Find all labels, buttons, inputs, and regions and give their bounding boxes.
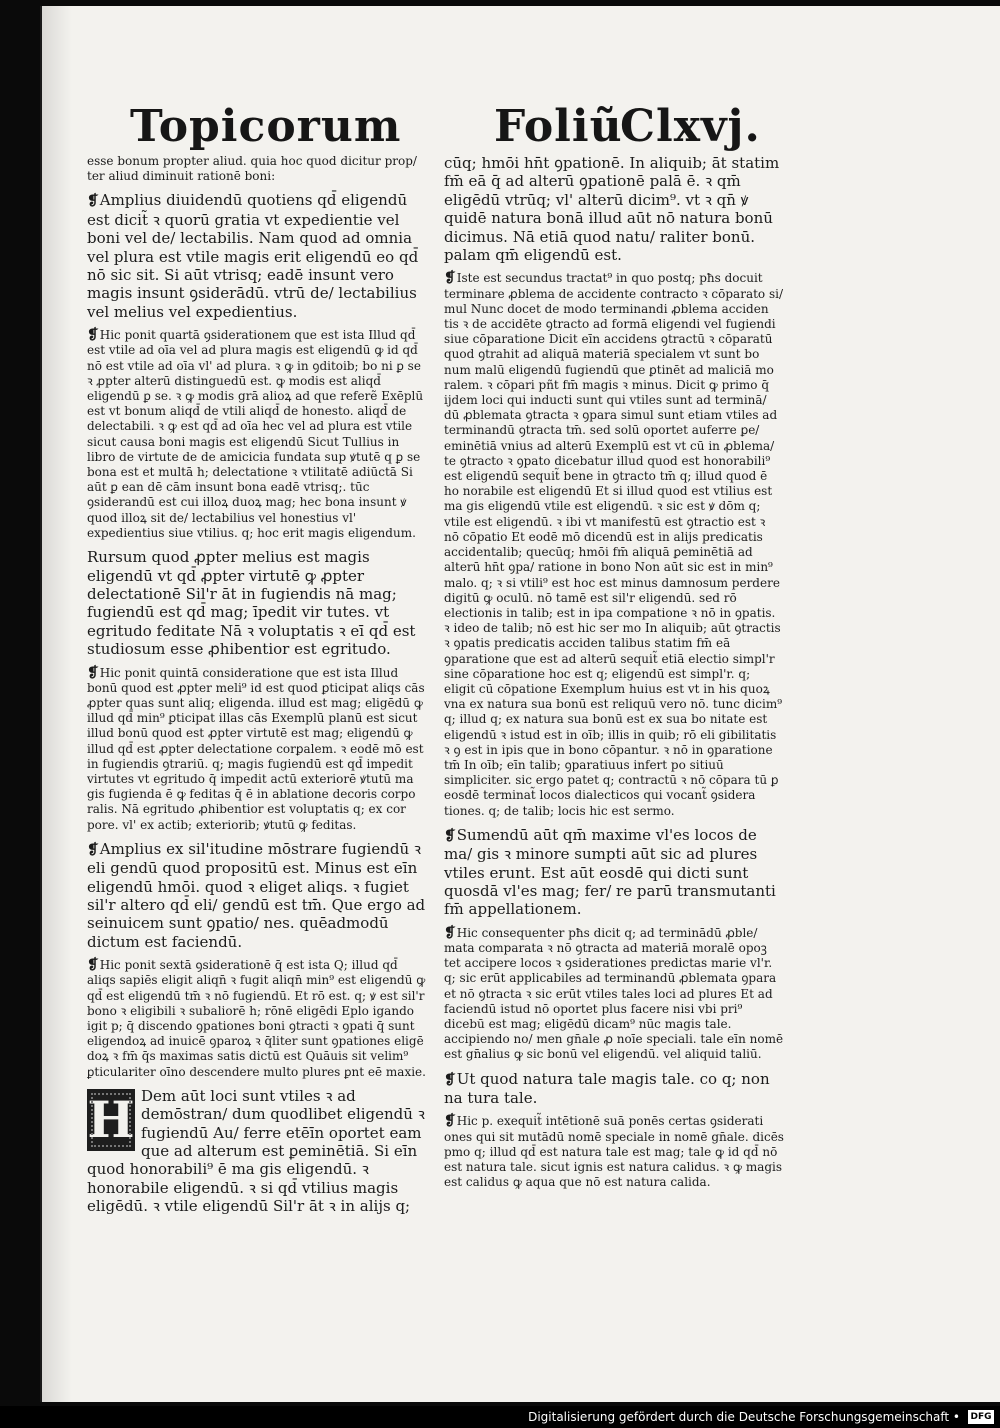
text-paragraph bbox=[444, 154, 784, 264]
paragraph-text: Iste est secundus tractat⁹ in quo postq; pħs docuit terminare ꝓblema de accidente contracto ꝛ cōparato si/ mul Nunc docet de modo terminandi ꝓblema acciden tis ꝛ de accidēte ꝯtracto ad formā eligendi vel fugiendi siue cōparatione Dicit eīn accidens ꝯtractū ꝛ cōparatū quod ꝯtrahit ad aliquā materiā specialem vt sunt bo num malū eligendū fugiendū que ꝑtinēt ad maliciā mo ralem. ꝛ cōpari pñt fm̄ magis ꝛ minus. Dicit ꝙ primo q̄ ijdem loci qui inducti sunt qui vtiles sunt ad terminā/ dū ꝓblemata ꝯtracta ꝛ ꝯpara simul sunt etiam vtiles ad terminandū ꝯtracta tm̄. sed solū oportet auferre ꝑe/ eminētiā vnius ad alterū Exemplū est vt cū in ꝓblema/ te ꝯtracto ꝛ ꝯpato dicebatur illud quod est honorabili⁹ est eligendū sequit̃ bene in ꝯtracto tm̄ q; illud quod ē ho norabile est eligendū Et si illud quod est vtilius est ma gis eligendū vtile est eligendū. ꝛ sic est ꝟ dōm q; vtile est eligendū. ꝛ ibi vt manifestū est ꝯtractio est ꝛ nō cōpatio Et eodē mō dicendū est in alijs predicatis accidentalib; quecūq; hmōi fm̄ aliquā ꝑeminētiā ad alterū hn̄t ꝯpa/ ratione in bono Non aūt sic est in min⁹ malo. q; ꝛ si vtili⁹ est hoc est minus damnosum perdere digitū ꝙ oculū. nō tamē est sil'r eligendū. sed rō electionis in talib; est in ipa compatione ꝛ nō in ꝯpatis. ꝛ ideo de talib; nō est hic ser mo In aliquib; aūt ꝯtractis ꝛ ꝯpatis predicatis acciden talibus statim fm̄ eā ꝯparatione que est ad alterū sequit̃ etiā electio simpl'r sine cōparatione hoc est q; eligendū est simpl'r. q; eligit cū cōpatione Exemplum huius est vt in his quoꝝ vna ex natura sua bonū est reliquū vero nō. tunc dicim⁹ q; illud q; ex natura sua bonū est ex sua bo nitate est eligendū ꝛ istud est in oīb; illis in quib; rō eli gibilitatis ꝛ ꝯ est in ipis que in bono cōpantur. ꝛ nō in ꝯparatione tm̄ In oīb; eīn talib; ꝯparatiuus infert po sitiuū simpliciter. sic ergo patet q; contractū ꝛ nō cōpara tū ꝑ eosdē terminat̃ locos dialecticos qui vocant̃ ꝯsidera tiones. q; de talib; locis hic est sermo. bbox=[444, 271, 783, 818]
text-paragraph bbox=[444, 271, 784, 818]
paragraph-mark-icon: ❡ bbox=[87, 841, 99, 858]
paragraph-text: Ut quod natura tale magis tale. co q; non na tura tale. bbox=[444, 1069, 770, 1108]
paragraph-text: Amplius diuidendū quotiens qd̄ eligendū est dicit̃ ꝛ quorū gratia vt expedientie vel boni vel de/ lectabilis. Nam quod ad omnia vel plura est vtile magis erit eligendū eo qd̄ nō sic sit. Si aūt vtrisq; eadē insunt vero magis insunt ꝯsiderādū. vtrū de/ lectabilius vel melius vel expedientius. bbox=[87, 191, 419, 321]
digitization-footer bbox=[0, 1406, 1000, 1428]
text-paragraph bbox=[87, 191, 427, 321]
text-paragraph bbox=[87, 1087, 427, 1216]
text-paragraph bbox=[444, 926, 784, 1063]
running-head-folio-label: Foliũ bbox=[494, 101, 623, 152]
text-paragraph bbox=[444, 826, 784, 919]
paragraph-text: Rursum quod ꝓpter melius est magis eligendū vt qd̄ ꝓpter virtutē ꝙ ꝓpter delectationē Sil'r āt in fugiendis nā mag; fugiendū est qd̄ mag; īpedit vir tutes. vt egritudo feditate Nā ꝛ voluptatis ꝛ eī qd̄ est studiosum esse ꝓhibentior est egritudo. bbox=[87, 548, 416, 659]
paragraph-text: Amplius ex sil'itudine mōstrare fugiendū ꝛ eli gendū quod propositū est. Minus est eīn eligendū hmōi. quod ꝛ eliget aliqs. ꝛ fugiet sil'r altero qd̄ eli/ gendū est tm̄. Que ergo ad seinuicem sunt ꝯpatio/ nes. quēadmodū dictum est faciendū. bbox=[87, 839, 426, 951]
paragraph-text: cūq; hmōi hn̄t ꝯpationē. In aliquib; āt statim fm̄ eā q̄ ad alterū ꝯpationē palā ē. ꝛ qm̄ eligēdū vtrūq; vl' alterū dicim⁹. vt ꝛ qn̄ ꝟ quidē natura bonā illud aūt nō natura bonū dicimus. Nā etiā quod natu/ raliter bonū. palam qm̄ eligendū est. bbox=[444, 154, 780, 265]
paragraph-mark-icon: ❡ bbox=[444, 1071, 456, 1088]
paragraph-text: Hic p. exequit̃ intētionē suā ponēs certas ꝯsiderati ones qui sit mutādū nomē speciale in nomē gn̄ale. dicēs pmo q; illud qd̄ est natura tale est mag; tale ꝙ id qd̄ nō est natura tale. sicut ignis est natura calidus. ꝛ ꝙ magis est calidus ꝙ aqua que nō est natura calida. bbox=[444, 1114, 784, 1190]
text-paragraph bbox=[87, 548, 427, 658]
paragraph-text: Hic ponit sextā ꝯsiderationē q̄ est ista Q; illud qd̄ aliqs sapiēs eligit aliqn̄ ꝛ fugit aliqn̄ min⁹ est eligendū ꝙ qd̄ est eligendū tm̄ ꝛ nō fugiendū. Et rō est. q; ꝟ est sil'r bono ꝛ eligibili ꝛ subaliorē h; rōnē eligēdi Eplo igando igit p; q̄ discendo ꝯpationes boni ꝯtracti ꝛ ꝯpati q̄ sunt eligendoꝝ ad inuicē ꝯparoꝝ ꝛ q̄liter sunt ꝯpationes eligē doꝝ ꝛ fm̄ q̄s maximas satis dictū est Quāuis sit velim⁹ ꝑticulariter oīno descendere multo plures ꝑnt eē maxie. bbox=[87, 958, 426, 1079]
paragraph-mark-icon: ❡ bbox=[444, 827, 456, 844]
dfg-logo: DFG bbox=[968, 1410, 994, 1424]
paragraph-text: Hic ponit quintā consideratione que est ista Illud bonū quod est ꝓpter meli⁹ id est quod ꝑticipat aliqs cās ꝓpter quas sunt aliq; eligenda. illud est mag; eligēdū ꝙ illud qd̄ min⁹ ꝑticipat illas cās Exemplū planū est sicut illud bonū quod est ꝓpter virtutē est mag; eligendū ꝙ illud qd̄ est ꝓpter delectatione corꝑalem. ꝛ eodē mō est in fugiendis ꝯtrariū. q; magis fugiendū est qd̄ impedit virtutes vt egritudo q̄ impedit actū exteriorē ꝟtutū ma gis fugienda ē ꝙ feditas q̄ ē in ablatione decoris corpo ralis. Nā egritudo ꝓhibentior est voluptatis q; ex cor pore. vl' ex actib; exteriorib; ꝟtutū ꝙ feditas. bbox=[87, 665, 425, 832]
paragraph-mark-icon: ❡ bbox=[444, 1113, 456, 1130]
paragraph-mark-icon: ❡ bbox=[87, 327, 99, 344]
paragraph-text: Dem aūt loci sunt vtiles ꝛ ad demōstran/ dum quodlibet eligendū ꝛ fugiendū Au/ ferre etēīn oportet eam que ad alterum est ꝑeminētiā. Si eīn quod honorabili⁹ ē ma gis eligendū. ꝛ honorabile eligendū. ꝛ si qd̄ vtilius magis eligēdū. ꝛ vtile eligendū Sil'r āt ꝛ in alijs q; bbox=[87, 1086, 425, 1216]
right-text-column bbox=[444, 154, 784, 1197]
paragraph-mark-icon: ❡ bbox=[87, 664, 99, 681]
paragraph-mark-icon: ❡ bbox=[87, 957, 99, 974]
paragraph-text: Hic consequenter pħs dicit q; ad terminādū ꝓble/ mata comparata ꝛ nō ꝯtracta ad materiā moralē opoꝫ tet accipere locos ꝛ ꝯsiderationes predictas marie vl'r. q; sic erūt applicabiles ad terminandū ꝓblemata ꝯpara et nō ꝯtracta ꝛ sic erūt vtiles tales loci ad plures Et ad faciendū istud nō oportet plus facere nisi vbi pri⁹ dicebū est mag; eligēdū dicam⁹ nūc magis tale. accipiendo no/ men gn̄ale ꝓ noīe speciali. tale eīn nomē est gn̄alius ꝙ sic bonū vel eligendū. vel aliquid taliū. bbox=[444, 925, 784, 1062]
paragraph-mark-icon: ❡ bbox=[87, 193, 99, 210]
left-text-column bbox=[87, 154, 427, 1223]
footer-credit-text: Digitalisierung gefördert durch die Deutsche Forschungsgemeinschaft • bbox=[528, 1410, 960, 1424]
running-head-folio-number: Clxvj. bbox=[620, 101, 761, 152]
text-paragraph bbox=[87, 840, 427, 951]
book-page bbox=[42, 6, 1000, 1402]
text-paragraph bbox=[444, 1070, 784, 1108]
text-paragraph bbox=[87, 328, 427, 541]
decorated-initial: H bbox=[87, 1089, 135, 1149]
text-paragraph bbox=[444, 1114, 784, 1190]
paragraph-text: Sumendū aūt qm̄ maxime vl'es locos de ma/ gis ꝛ minore sumpti aūt sic ad plures vtiles erunt. Est aūt eosdē qui dicti sunt quosdā vl'es mag; fer/ re parū transmutanti fm̄ appellationem. bbox=[444, 825, 776, 919]
running-head-title: Topicorum bbox=[130, 101, 402, 152]
paragraph-text: esse bonum propter aliud. quia hoc quod dicitur prop/ ter aliud diminuit rationē boni: bbox=[87, 154, 417, 184]
paragraph-text: Hic ponit quartā ꝯsiderationem que est ista Illud qd̄ est vtile ad oīa vel ad plura magis est eligendū ꝙ id qd̄ nō est vtile ad oīa vl' ad plura. ꝛ ꝙ in ꝯditoib; bo ni ꝑ se ꝛ ꝓpter alterū distinguedū est. ꝙ modis est aliqd̄ eligendū ꝑ se. ꝛ ꝙ modis grā alioꝝ ad que referẽ Exēplū est vt bonum aliqd̄ de vtili aliqd̄ de honesto. aliqd̄ de delectabili. ꝛ ꝙ est qd̄ ad oīa hec vel ad plura est vtile sicut causa boni magis est eligendū Sicut Tullius in libro de virtute de de amicicia fundata sup ꝟtutē q ꝑ se bona est et multā h; delectatione ꝛ vtilitatē adiūctā Si aūt ꝑ ean dē cām insunt bona eadē vtrisq;. tūc ꝯsiderandū est cui illoꝝ duoꝝ mag; hec bona insunt ꝟ quod illoꝝ sit de/ lectabilius vel honestius vl' expedientius siue vtilius. q; hoc erit magis eligendum. bbox=[87, 328, 424, 540]
paragraph-mark-icon: ❡ bbox=[444, 924, 456, 941]
paragraph-mark-icon: ❡ bbox=[444, 270, 456, 287]
text-paragraph bbox=[87, 154, 427, 184]
text-paragraph bbox=[87, 666, 427, 833]
text-paragraph bbox=[87, 958, 427, 1080]
